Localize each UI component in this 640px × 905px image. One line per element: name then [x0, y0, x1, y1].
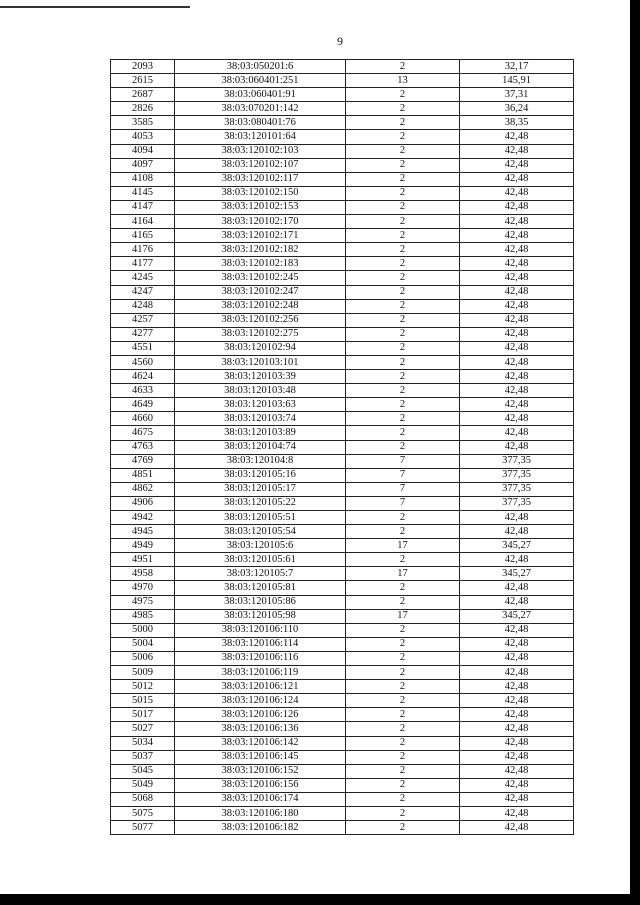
cadastral-number-cell: 38:03:120103:89	[175, 426, 346, 440]
cadastral-number-cell: 38:03:120102:94	[175, 341, 346, 355]
amount-cell: 42,48	[460, 355, 574, 369]
cadastral-number-cell: 38:03:120106:114	[175, 637, 346, 651]
table-row	[111, 609, 574, 623]
count-cell: 17	[346, 539, 460, 553]
count-cell: 2	[346, 440, 460, 454]
cadastral-number-cell: 38:03:120105:16	[175, 468, 346, 482]
cadastral-number-cell: 38:03:120102:107	[175, 158, 346, 172]
cadastral-number-cell: 38:03:120104:74	[175, 440, 346, 454]
count-cell: 2	[346, 370, 460, 384]
cadastral-number-cell: 38:03:120101:64	[175, 130, 346, 144]
amount-cell: 38,35	[460, 116, 574, 130]
amount-cell: 42,48	[460, 511, 574, 525]
table-row	[111, 750, 574, 764]
amount-cell: 42,48	[460, 637, 574, 651]
record-number-cell: 4649	[111, 398, 175, 412]
count-cell: 2	[346, 158, 460, 172]
table-row	[111, 257, 574, 271]
cadastral-number-cell: 38:03:120103:74	[175, 412, 346, 426]
record-number-cell: 4551	[111, 341, 175, 355]
record-number-cell: 4277	[111, 327, 175, 341]
cadastral-number-cell: 38:03:120106:116	[175, 651, 346, 665]
table-row	[111, 116, 574, 130]
count-cell: 2	[346, 525, 460, 539]
record-number-cell: 5006	[111, 651, 175, 665]
cadastral-number-cell: 38:03:120106:119	[175, 666, 346, 680]
amount-cell: 42,48	[460, 186, 574, 200]
amount-cell: 42,48	[460, 581, 574, 595]
cadastral-number-cell: 38:03:120103:63	[175, 398, 346, 412]
count-cell: 2	[346, 257, 460, 271]
table-row	[111, 694, 574, 708]
count-cell: 2	[346, 102, 460, 116]
record-number-cell: 4862	[111, 482, 175, 496]
count-cell: 2	[346, 736, 460, 750]
amount-cell: 42,48	[460, 694, 574, 708]
count-cell: 2	[346, 806, 460, 820]
count-cell: 2	[346, 412, 460, 426]
count-cell: 2	[346, 666, 460, 680]
record-number-cell: 5027	[111, 722, 175, 736]
amount-cell: 42,48	[460, 158, 574, 172]
count-cell: 2	[346, 341, 460, 355]
record-number-cell: 5045	[111, 764, 175, 778]
count-cell: 2	[346, 426, 460, 440]
table-row	[111, 567, 574, 581]
count-cell: 2	[346, 229, 460, 243]
count-cell: 2	[346, 384, 460, 398]
cadastral-number-cell: 38:03:060401:91	[175, 88, 346, 102]
cadastral-number-cell: 38:03:120102:182	[175, 243, 346, 257]
count-cell: 17	[346, 609, 460, 623]
table-row	[111, 60, 574, 74]
count-cell: 2	[346, 130, 460, 144]
record-number-cell: 5034	[111, 736, 175, 750]
cadastral-number-cell: 38:03:050201:6	[175, 60, 346, 74]
cadastral-number-cell: 38:03:120105:22	[175, 496, 346, 510]
table-row	[111, 172, 574, 186]
record-number-cell: 5049	[111, 778, 175, 792]
record-number-cell: 2093	[111, 60, 175, 74]
table-row	[111, 778, 574, 792]
scan-right-edge	[630, 0, 640, 905]
count-cell: 2	[346, 285, 460, 299]
table-row	[111, 651, 574, 665]
table-row	[111, 299, 574, 313]
record-number-cell: 4851	[111, 468, 175, 482]
table-row	[111, 370, 574, 384]
amount-cell: 42,48	[460, 313, 574, 327]
registry-table-body	[111, 60, 574, 835]
cadastral-number-cell: 38:03:120103:39	[175, 370, 346, 384]
amount-cell: 42,48	[460, 623, 574, 637]
cadastral-number-cell: 38:03:120102:153	[175, 200, 346, 214]
count-cell: 2	[346, 581, 460, 595]
record-number-cell: 4906	[111, 496, 175, 510]
record-number-cell: 4763	[111, 440, 175, 454]
table-row	[111, 454, 574, 468]
count-cell: 2	[346, 299, 460, 313]
table-row	[111, 74, 574, 88]
amount-cell: 377,35	[460, 482, 574, 496]
record-number-cell: 4145	[111, 186, 175, 200]
record-number-cell: 2826	[111, 102, 175, 116]
record-number-cell: 4970	[111, 581, 175, 595]
table-row	[111, 398, 574, 412]
table-row	[111, 581, 574, 595]
amount-cell: 345,27	[460, 567, 574, 581]
cadastral-number-cell: 38:03:120102:245	[175, 271, 346, 285]
amount-cell: 377,35	[460, 468, 574, 482]
record-number-cell: 4247	[111, 285, 175, 299]
record-number-cell: 4769	[111, 454, 175, 468]
amount-cell: 42,48	[460, 243, 574, 257]
record-number-cell: 5075	[111, 806, 175, 820]
count-cell: 2	[346, 694, 460, 708]
record-number-cell: 4147	[111, 200, 175, 214]
table-row	[111, 496, 574, 510]
record-number-cell: 5017	[111, 708, 175, 722]
record-number-cell: 4958	[111, 567, 175, 581]
count-cell: 2	[346, 623, 460, 637]
cadastral-number-cell: 38:03:120102:247	[175, 285, 346, 299]
record-number-cell: 4560	[111, 355, 175, 369]
record-number-cell: 4942	[111, 511, 175, 525]
record-number-cell: 3585	[111, 116, 175, 130]
record-number-cell: 4624	[111, 370, 175, 384]
table-row	[111, 158, 574, 172]
table-row	[111, 708, 574, 722]
record-number-cell: 4165	[111, 229, 175, 243]
scan-bottom-edge	[0, 894, 640, 905]
count-cell: 2	[346, 144, 460, 158]
table-row	[111, 285, 574, 299]
amount-cell: 42,48	[460, 778, 574, 792]
cadastral-number-cell: 38:03:120104:8	[175, 454, 346, 468]
table-row	[111, 412, 574, 426]
record-number-cell: 4951	[111, 553, 175, 567]
cadastral-number-cell: 38:03:120106:142	[175, 736, 346, 750]
table-row	[111, 243, 574, 257]
count-cell: 2	[346, 398, 460, 412]
table-row	[111, 144, 574, 158]
count-cell: 2	[346, 60, 460, 74]
record-number-cell: 5068	[111, 792, 175, 806]
record-number-cell: 5012	[111, 680, 175, 694]
record-number-cell: 4633	[111, 384, 175, 398]
cadastral-number-cell: 38:03:120106:182	[175, 821, 346, 835]
record-number-cell: 4245	[111, 271, 175, 285]
count-cell: 2	[346, 722, 460, 736]
count-cell: 7	[346, 468, 460, 482]
count-cell: 2	[346, 637, 460, 651]
table-row	[111, 102, 574, 116]
cadastral-number-cell: 38:03:120102:117	[175, 172, 346, 186]
amount-cell: 42,48	[460, 722, 574, 736]
amount-cell: 42,48	[460, 680, 574, 694]
amount-cell: 42,48	[460, 426, 574, 440]
record-number-cell: 4164	[111, 215, 175, 229]
table-row	[111, 327, 574, 341]
table-row	[111, 680, 574, 694]
cadastral-number-cell: 38:03:120105:17	[175, 482, 346, 496]
table-row	[111, 271, 574, 285]
amount-cell: 42,48	[460, 651, 574, 665]
count-cell: 2	[346, 680, 460, 694]
count-cell: 2	[346, 88, 460, 102]
record-number-cell: 4975	[111, 595, 175, 609]
amount-cell: 42,48	[460, 215, 574, 229]
cadastral-number-cell: 38:03:070201:142	[175, 102, 346, 116]
amount-cell: 42,48	[460, 440, 574, 454]
table-row	[111, 313, 574, 327]
count-cell: 2	[346, 355, 460, 369]
amount-cell: 377,35	[460, 496, 574, 510]
count-cell: 2	[346, 821, 460, 835]
count-cell: 13	[346, 74, 460, 88]
count-cell: 2	[346, 651, 460, 665]
table-row	[111, 355, 574, 369]
amount-cell: 42,48	[460, 736, 574, 750]
table-row	[111, 623, 574, 637]
table-row	[111, 341, 574, 355]
amount-cell: 145,91	[460, 74, 574, 88]
record-number-cell: 5004	[111, 637, 175, 651]
amount-cell: 42,48	[460, 384, 574, 398]
cadastral-number-cell: 38:03:120105:86	[175, 595, 346, 609]
amount-cell: 37,31	[460, 88, 574, 102]
record-number-cell: 5000	[111, 623, 175, 637]
count-cell: 2	[346, 271, 460, 285]
cadastral-number-cell: 38:03:120105:54	[175, 525, 346, 539]
table-row	[111, 440, 574, 454]
record-number-cell: 4053	[111, 130, 175, 144]
table-row	[111, 806, 574, 820]
cadastral-number-cell: 38:03:120102:103	[175, 144, 346, 158]
amount-cell: 42,48	[460, 525, 574, 539]
count-cell: 7	[346, 454, 460, 468]
record-number-cell: 4985	[111, 609, 175, 623]
record-number-cell: 2615	[111, 74, 175, 88]
cadastral-number-cell: 38:03:120106:145	[175, 750, 346, 764]
amount-cell: 42,48	[460, 595, 574, 609]
cadastral-number-cell: 38:03:120106:156	[175, 778, 346, 792]
amount-cell: 32,17	[460, 60, 574, 74]
record-number-cell: 4945	[111, 525, 175, 539]
cadastral-number-cell: 38:03:120102:183	[175, 257, 346, 271]
cadastral-number-cell: 38:03:120102:275	[175, 327, 346, 341]
record-number-cell: 5009	[111, 666, 175, 680]
count-cell: 2	[346, 595, 460, 609]
registry-table	[110, 59, 574, 835]
cadastral-number-cell: 38:03:120106:180	[175, 806, 346, 820]
count-cell: 2	[346, 553, 460, 567]
record-number-cell: 4177	[111, 257, 175, 271]
count-cell: 2	[346, 172, 460, 186]
amount-cell: 42,48	[460, 708, 574, 722]
record-number-cell: 5077	[111, 821, 175, 835]
amount-cell: 42,48	[460, 144, 574, 158]
amount-cell: 42,48	[460, 398, 574, 412]
table-row	[111, 637, 574, 651]
table-row	[111, 130, 574, 144]
amount-cell: 42,48	[460, 285, 574, 299]
count-cell: 17	[346, 567, 460, 581]
cadastral-number-cell: 38:03:120106:126	[175, 708, 346, 722]
amount-cell: 42,48	[460, 553, 574, 567]
record-number-cell: 4949	[111, 539, 175, 553]
amount-cell: 42,48	[460, 172, 574, 186]
count-cell: 2	[346, 186, 460, 200]
record-number-cell: 5015	[111, 694, 175, 708]
count-cell: 2	[346, 116, 460, 130]
cadastral-number-cell: 38:03:120103:48	[175, 384, 346, 398]
table-row	[111, 553, 574, 567]
cadastral-number-cell: 38:03:120105:61	[175, 553, 346, 567]
cadastral-number-cell: 38:03:120102:150	[175, 186, 346, 200]
amount-cell: 42,48	[460, 341, 574, 355]
record-number-cell: 5037	[111, 750, 175, 764]
amount-cell: 42,48	[460, 821, 574, 835]
cadastral-number-cell: 38:03:120102:171	[175, 229, 346, 243]
table-row	[111, 722, 574, 736]
cadastral-number-cell: 38:03:060401:251	[175, 74, 346, 88]
cadastral-number-cell: 38:03:120106:152	[175, 764, 346, 778]
count-cell: 7	[346, 496, 460, 510]
amount-cell: 42,48	[460, 130, 574, 144]
table-row	[111, 525, 574, 539]
cadastral-number-cell: 38:03:120106:174	[175, 792, 346, 806]
amount-cell: 42,48	[460, 370, 574, 384]
table-row	[111, 764, 574, 778]
count-cell: 2	[346, 764, 460, 778]
table-row	[111, 384, 574, 398]
count-cell: 2	[346, 750, 460, 764]
cadastral-number-cell: 38:03:120106:121	[175, 680, 346, 694]
amount-cell: 42,48	[460, 764, 574, 778]
table-row	[111, 186, 574, 200]
record-number-cell: 4248	[111, 299, 175, 313]
table-row	[111, 539, 574, 553]
scan-top-rule	[0, 6, 190, 8]
table-row	[111, 468, 574, 482]
amount-cell: 42,48	[460, 412, 574, 426]
table-row	[111, 821, 574, 835]
count-cell: 2	[346, 708, 460, 722]
amount-cell: 42,48	[460, 792, 574, 806]
table-row	[111, 595, 574, 609]
count-cell: 2	[346, 200, 460, 214]
record-number-cell: 2687	[111, 88, 175, 102]
cadastral-number-cell: 38:03:120106:124	[175, 694, 346, 708]
table-row	[111, 736, 574, 750]
count-cell: 2	[346, 215, 460, 229]
cadastral-number-cell: 38:03:120102:248	[175, 299, 346, 313]
amount-cell: 42,48	[460, 750, 574, 764]
cadastral-number-cell: 38:03:120105:98	[175, 609, 346, 623]
table-row	[111, 426, 574, 440]
record-number-cell: 4176	[111, 243, 175, 257]
record-number-cell: 4660	[111, 412, 175, 426]
count-cell: 2	[346, 243, 460, 257]
table-row	[111, 88, 574, 102]
cadastral-number-cell: 38:03:120106:136	[175, 722, 346, 736]
count-cell: 2	[346, 511, 460, 525]
table-row	[111, 200, 574, 214]
table-row	[111, 792, 574, 806]
table-row	[111, 482, 574, 496]
cadastral-number-cell: 38:03:080401:76	[175, 116, 346, 130]
amount-cell: 42,48	[460, 229, 574, 243]
amount-cell: 42,48	[460, 806, 574, 820]
amount-cell: 345,27	[460, 539, 574, 553]
amount-cell: 42,48	[460, 327, 574, 341]
cadastral-number-cell: 38:03:120105:51	[175, 511, 346, 525]
count-cell: 2	[346, 327, 460, 341]
table-row	[111, 511, 574, 525]
table-row	[111, 229, 574, 243]
cadastral-number-cell: 38:03:120105:81	[175, 581, 346, 595]
table-row	[111, 666, 574, 680]
amount-cell: 377,35	[460, 454, 574, 468]
cadastral-number-cell: 38:03:120105:7	[175, 567, 346, 581]
count-cell: 7	[346, 482, 460, 496]
amount-cell: 42,48	[460, 666, 574, 680]
cadastral-number-cell: 38:03:120105:6	[175, 539, 346, 553]
record-number-cell: 4097	[111, 158, 175, 172]
count-cell: 2	[346, 792, 460, 806]
record-number-cell: 4257	[111, 313, 175, 327]
amount-cell: 42,48	[460, 257, 574, 271]
table-row	[111, 215, 574, 229]
amount-cell: 36,24	[460, 102, 574, 116]
record-number-cell: 4108	[111, 172, 175, 186]
page-number: 9	[337, 34, 343, 48]
count-cell: 2	[346, 778, 460, 792]
record-number-cell: 4094	[111, 144, 175, 158]
count-cell: 2	[346, 313, 460, 327]
cadastral-number-cell: 38:03:120102:256	[175, 313, 346, 327]
cadastral-number-cell: 38:03:120102:170	[175, 215, 346, 229]
amount-cell: 345,27	[460, 609, 574, 623]
cadastral-number-cell: 38:03:120106:110	[175, 623, 346, 637]
amount-cell: 42,48	[460, 299, 574, 313]
amount-cell: 42,48	[460, 200, 574, 214]
amount-cell: 42,48	[460, 271, 574, 285]
cadastral-number-cell: 38:03:120103:101	[175, 355, 346, 369]
record-number-cell: 4675	[111, 426, 175, 440]
